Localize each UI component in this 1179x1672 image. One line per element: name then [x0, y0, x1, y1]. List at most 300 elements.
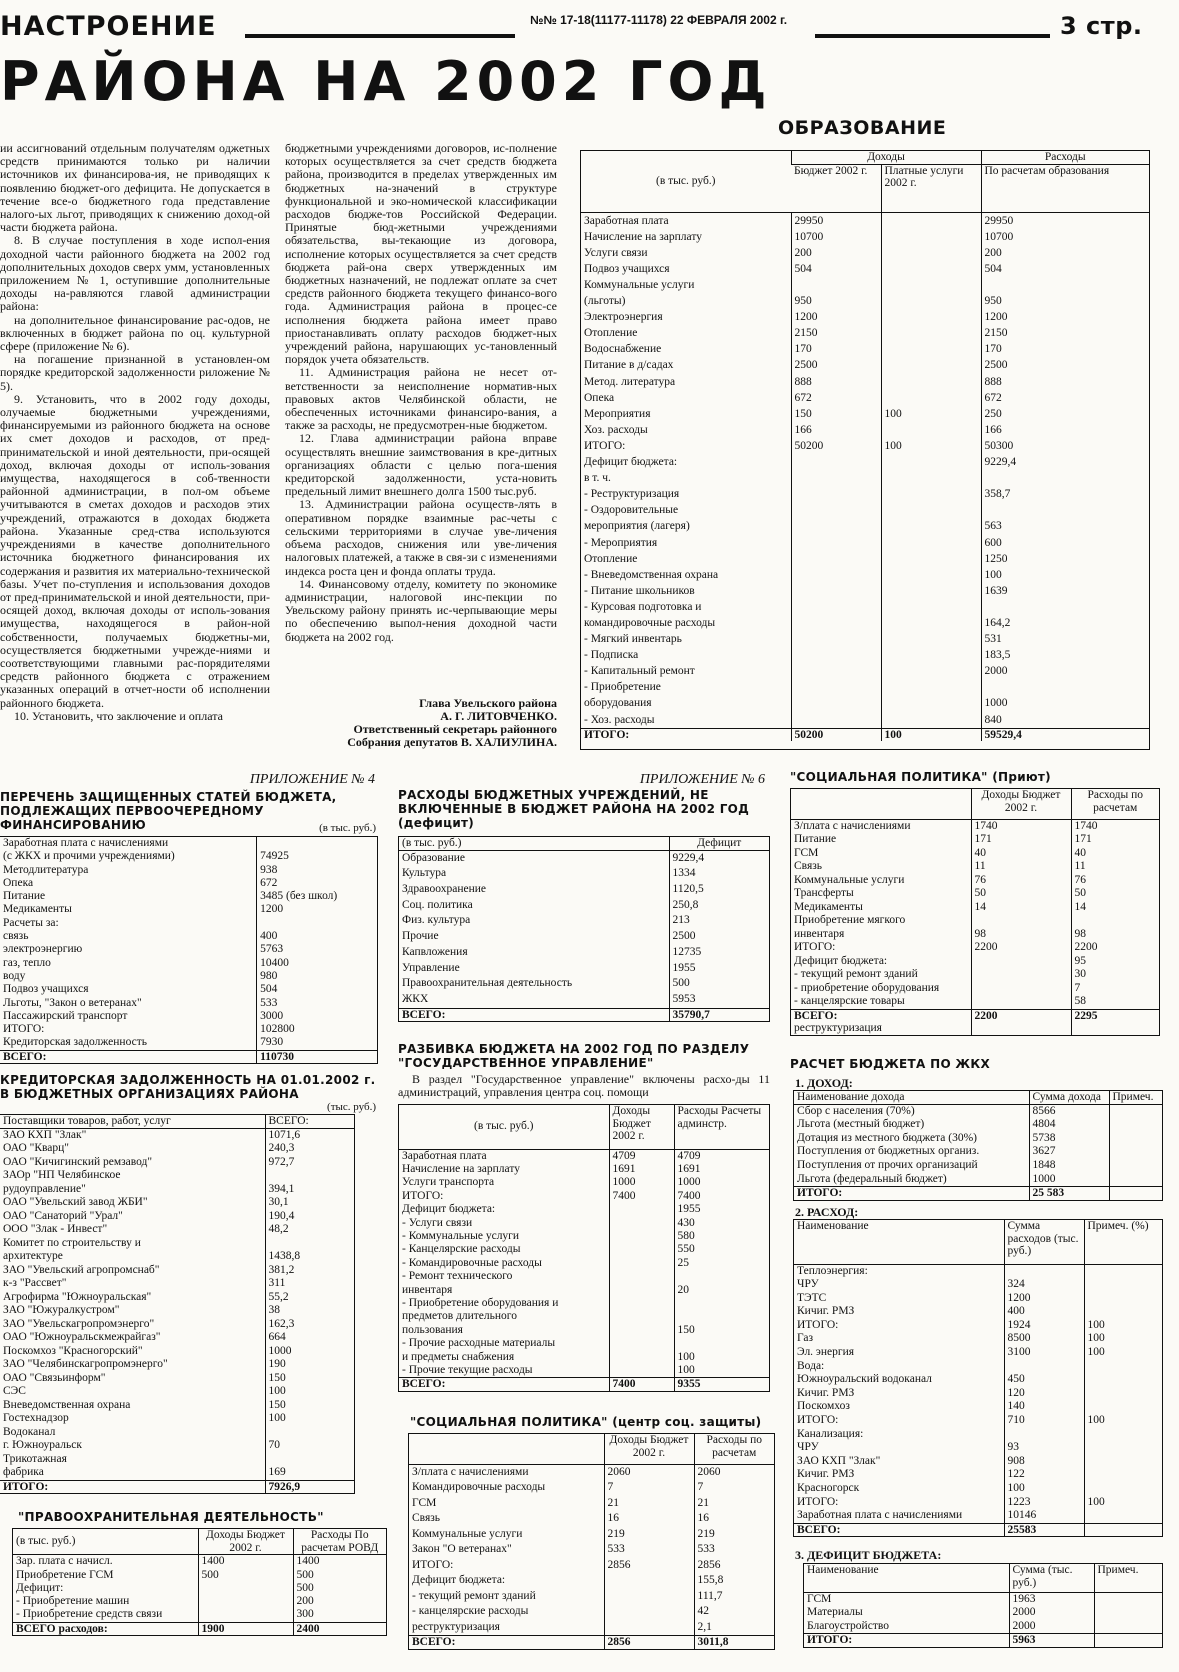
table-row: [0, 1426, 354, 1440]
table-cell: [881, 695, 981, 711]
table-cell: ТЭТС: [797, 1291, 827, 1304]
table-cell: ГСМ: [794, 846, 819, 859]
table-row: [399, 1270, 769, 1283]
table-row: [399, 1324, 769, 1337]
table-cell: Начисление на зарплату: [402, 1162, 520, 1175]
table-cell: [791, 470, 881, 486]
table-row: [0, 1453, 354, 1467]
table-row: [794, 1173, 1162, 1187]
table-cell: [265, 1453, 354, 1467]
table-cell: Услуги транспорта: [402, 1176, 495, 1189]
total-row: [13, 1622, 386, 1635]
table-cell: [1084, 1264, 1162, 1278]
table-cell: 100: [881, 728, 981, 741]
table-row: [0, 1250, 354, 1264]
table-cell: 504: [981, 261, 1149, 277]
table-cell: 29950: [981, 212, 1149, 229]
table-cell: ИТОГО:: [797, 1318, 839, 1331]
table-cell: ВСЕГО:: [0, 1050, 257, 1063]
table-row: [794, 1441, 1162, 1455]
table-cell: 400: [257, 930, 377, 943]
table-cell: 93: [1004, 1441, 1084, 1455]
col-header: Примеч. (%): [1084, 1220, 1162, 1264]
headline: РАЙОНА НА 2002 ГОД: [0, 50, 772, 113]
table-cell: Материалы: [807, 1606, 863, 1618]
table-row: [409, 1496, 774, 1512]
table-cell: Медикаменты: [794, 900, 863, 913]
table-cell: Подвоз учащихся: [584, 262, 670, 275]
table-cell: Образование: [402, 851, 466, 864]
table-cell: Опека: [584, 391, 615, 404]
table-cell: 1963: [1009, 1592, 1094, 1606]
table-cell: 240,3: [265, 1142, 354, 1156]
table-row: [0, 1399, 354, 1413]
table-row: [794, 1319, 1162, 1333]
table-cell: Метод. литература: [584, 375, 676, 388]
table-cell: воду: [3, 969, 26, 982]
table-cell: 9355: [674, 1378, 769, 1391]
table-cell: 169: [265, 1466, 354, 1480]
table-cell: 3100: [1004, 1346, 1084, 1360]
table-cell: - Приобретение средств связи: [16, 1608, 163, 1621]
table-cell: 563: [981, 518, 1149, 534]
table-row: [0, 1439, 354, 1453]
table-cell: 10146: [1004, 1509, 1084, 1523]
table-cell: 250: [981, 406, 1149, 422]
table-cell: Закон "О ветеранах": [412, 1543, 512, 1555]
gkh-expense-table: [793, 1219, 1163, 1537]
table-cell: Здравоохранение: [402, 883, 487, 896]
appendix-label: ПРИЛОЖЕНИЕ № 6: [639, 772, 765, 787]
table-cell: г. Южноуральск: [3, 1439, 82, 1452]
total-row: [791, 1009, 1159, 1022]
table-cell: 2500: [981, 357, 1149, 373]
table-cell: 190: [265, 1358, 354, 1372]
unit-label: (в тыс. руб.): [399, 1105, 609, 1149]
table-cell: [609, 1364, 674, 1378]
table-cell: 5963: [1009, 1634, 1094, 1647]
table-cell: - текущий ремонт зданий: [412, 1589, 536, 1602]
table-cell: ОАО "Кварц": [3, 1142, 69, 1155]
table-row: [0, 877, 377, 890]
header-rule: [245, 34, 515, 38]
table-row: [804, 1606, 1162, 1620]
table-cell: 531: [981, 631, 1149, 647]
table-row: [0, 1318, 354, 1332]
table-cell: ВСЕГО:: [399, 1008, 669, 1021]
table-row: [581, 438, 1149, 454]
gkh-deficit-table: [803, 1563, 1163, 1648]
table-cell: 14: [971, 901, 1071, 915]
table-cell: 48,2: [265, 1223, 354, 1237]
table-cell: Пассажирский транспорт: [3, 1009, 128, 1022]
table-cell: (с ЖКХ и прочими учреждениями): [3, 850, 175, 863]
table-cell: [1109, 1118, 1162, 1132]
table-cell: 2000: [1009, 1606, 1094, 1620]
gkh-title: РАСЧЕТ БЮДЖЕТА ПО ЖКХ: [790, 1057, 991, 1071]
appendix-4-table: [0, 836, 378, 1064]
table-cell: 1955: [674, 1203, 769, 1216]
table-cell: Заработная плата с начислениями: [797, 1509, 963, 1522]
table-cell: ИТОГО:: [797, 1495, 839, 1508]
table-row: [0, 1385, 354, 1399]
table-cell: [609, 1337, 674, 1350]
unit-label: (в тыс. руб.): [399, 837, 669, 850]
education-title: ОБРАЗОВАНИЕ: [778, 117, 947, 139]
table-row: [581, 647, 1149, 663]
table-cell: 5763: [257, 943, 377, 956]
table-cell: [265, 1426, 354, 1440]
table-row: [409, 1511, 774, 1527]
table-cell: [609, 1351, 674, 1364]
table-cell: 4709: [609, 1149, 674, 1163]
table-cell: Кредиторская задолженность: [3, 1036, 147, 1049]
table-cell: ЖКХ: [402, 992, 429, 1005]
table-cell: Комитет по строительству и: [3, 1236, 141, 1249]
table-row: [399, 1203, 769, 1216]
table-cell: ВСЕГО:: [399, 1378, 609, 1391]
appendix-6-table: [398, 836, 770, 1022]
table-cell: 2000: [1009, 1620, 1094, 1634]
table-cell: Дефицит бюджета:: [794, 954, 888, 967]
table-cell: 100: [1084, 1332, 1162, 1346]
creditor-debt-table: [0, 1114, 355, 1494]
table-cell: 164,2: [981, 615, 1149, 631]
table-row: [0, 903, 377, 916]
table-row: [794, 1509, 1162, 1523]
table-cell: [1084, 1428, 1162, 1442]
table-cell: 381,2: [265, 1264, 354, 1278]
table-row: [399, 913, 769, 929]
table-row: [791, 914, 1159, 928]
col-header: Доходы Бюджет 2002 г.: [971, 789, 1071, 819]
table-cell: 7926,9: [265, 1480, 354, 1493]
table-cell: 300: [293, 1608, 386, 1622]
table-cell: [1071, 914, 1159, 928]
table-cell: 1200: [981, 309, 1149, 325]
table-row: [581, 261, 1149, 277]
table-cell: 200: [981, 245, 1149, 261]
table-cell: [609, 1257, 674, 1270]
table-cell: 2200: [1071, 941, 1159, 955]
table-cell: 1400: [198, 1555, 293, 1569]
table-row: [0, 1183, 354, 1197]
header-rule-right: [815, 34, 1050, 38]
col-header: Расходы Расчеты админстр.: [674, 1105, 769, 1149]
table-cell: 2200: [971, 1009, 1071, 1022]
table-cell: [604, 1573, 694, 1589]
table-cell: Водоснабжение: [584, 343, 662, 356]
table-row: [794, 1360, 1162, 1374]
table-cell: 213: [669, 913, 769, 929]
table-row: [581, 679, 1149, 695]
col-header: Поставщики товаров, работ, услуг: [0, 1115, 265, 1128]
table-row: [581, 309, 1149, 325]
table-cell: [1084, 1360, 1162, 1374]
table-row: [0, 1156, 354, 1170]
table-cell: 3011,8: [694, 1636, 774, 1649]
table-cell: [1109, 1104, 1162, 1118]
table-cell: 1000: [1029, 1173, 1109, 1187]
table-cell: [265, 1237, 354, 1251]
table-cell: Трикотажная: [3, 1452, 67, 1465]
table-cell: ЗАО "Увельскагропромэнерго": [3, 1317, 155, 1330]
table-cell: 1200: [791, 309, 881, 325]
table-cell: [1084, 1373, 1162, 1387]
col-header: Сумма дохода: [1029, 1091, 1109, 1104]
table-cell: 219: [604, 1527, 694, 1543]
table-cell: [674, 1270, 769, 1283]
table-cell: 21: [694, 1496, 774, 1512]
table-cell: реструктуризация: [412, 1620, 500, 1633]
table-cell: - канцелярские товары: [794, 995, 905, 1007]
table-cell: 55,2: [265, 1291, 354, 1305]
table-cell: 171: [971, 833, 1071, 847]
table-row: [0, 1304, 354, 1318]
table-row: [794, 1305, 1162, 1319]
table-cell: [609, 1217, 674, 1230]
table-cell: ИТОГО:: [794, 1187, 1029, 1200]
table-cell: фабрика: [3, 1466, 44, 1479]
table-row: [409, 1464, 774, 1480]
table-row: [791, 901, 1159, 915]
total-row: [794, 1523, 1162, 1536]
table-cell: - Мероприятия: [584, 536, 658, 549]
government-table: [398, 1104, 770, 1392]
table-cell: [881, 390, 981, 406]
table-cell: 111,7: [694, 1589, 774, 1605]
table-row: [0, 983, 377, 996]
table-row: [0, 1023, 377, 1036]
table-cell: 155,8: [694, 1573, 774, 1589]
table-cell: [1109, 1145, 1162, 1159]
table-cell: 40: [1071, 847, 1159, 861]
appendix-6-title: РАСХОДЫ БЮДЖЕТНЫХ УЧРЕЖДЕНИЙ, НЕ ВКЛЮЧЕННЫЕ В БЮДЖЕТ РАЙОНА НА 2002 ГОД (дефицит): [398, 788, 750, 830]
table-cell: [609, 1270, 674, 1283]
table-cell: ЧРУ: [797, 1441, 819, 1454]
table-cell: Методлитература: [3, 863, 89, 876]
table-cell: [1084, 1400, 1162, 1414]
table-cell: [791, 567, 881, 583]
table-cell: [791, 535, 881, 551]
table-row: [581, 615, 1149, 631]
table-cell: [881, 357, 981, 373]
col-header: Платные услуги 2002 г.: [881, 164, 981, 212]
table-row: [581, 212, 1149, 229]
table-cell: [198, 1608, 293, 1622]
table-cell: [881, 712, 981, 729]
table-cell: инвентаря: [794, 927, 845, 940]
table-cell: 324: [1004, 1278, 1084, 1292]
table-cell: Зар. плата с начисл.: [16, 1555, 113, 1568]
table-row: [0, 1142, 354, 1156]
table-row: [409, 1480, 774, 1496]
table-cell: [1004, 1428, 1084, 1442]
table-cell: [881, 551, 981, 567]
table-cell: 7: [694, 1480, 774, 1496]
table-cell: электроэнергию: [3, 943, 83, 956]
table-cell: Коммунальные услуги: [794, 873, 905, 886]
table-cell: мероприятия (лагеря): [584, 520, 690, 533]
col-header: Дефицит: [669, 837, 769, 850]
table-cell: Коммунальные услуги: [584, 279, 695, 292]
table-cell: [971, 982, 1071, 996]
table-cell: ОАО "Увельский завод ЖБИ": [3, 1196, 148, 1209]
table-row: [794, 1278, 1162, 1292]
table-row: [409, 1558, 774, 1574]
paragraph: на дополнительное финансирование рас-одов, не включенных в бюджет района по оц. культурной сфере (приложение № 6).: [0, 313, 270, 354]
table-cell: ИТОГО:: [3, 1023, 45, 1036]
table-row: [791, 955, 1159, 969]
table-row: [794, 1332, 1162, 1346]
table-cell: 50200: [791, 438, 881, 454]
table-cell: 76: [971, 874, 1071, 888]
table-cell: 100: [881, 438, 981, 454]
table-cell: [1094, 1592, 1162, 1606]
table-row: [794, 1373, 1162, 1387]
total-row: [409, 1636, 774, 1649]
table-cell: 3485 (без школ): [257, 890, 377, 903]
table-cell: [881, 615, 981, 631]
paragraph: 10. Установить, что заключение и оплата: [14, 709, 223, 723]
table-cell: 25 583: [1029, 1187, 1109, 1200]
table-cell: [791, 502, 881, 518]
col-header: По расчетам образования: [981, 164, 1149, 212]
table-cell: ГСМ: [412, 1496, 437, 1509]
total-row: [0, 1050, 377, 1063]
government-intro: В раздел "Государственное управление" включены расхо-ды 11 администраций, управления центра соц. помощи: [398, 1072, 770, 1099]
table-row: [0, 1331, 354, 1345]
table-row: [399, 1257, 769, 1270]
table-cell: 2150: [791, 325, 881, 341]
table-cell: [1109, 1159, 1162, 1173]
table-cell: - Услуги связи: [402, 1216, 473, 1229]
table-cell: Заработная плата с начислениями: [3, 837, 169, 849]
table-cell: ВСЕГО:: [409, 1636, 604, 1649]
table-cell: 42: [694, 1604, 774, 1620]
col-header: Расходы: [981, 151, 1149, 164]
table-cell: [609, 1324, 674, 1337]
table-row: [794, 1118, 1162, 1132]
table-row: [791, 941, 1159, 955]
table-cell: 550: [674, 1243, 769, 1256]
table-cell: Электроэнергия: [584, 311, 663, 324]
table-cell: 888: [791, 374, 881, 390]
table-cell: ИТОГО:: [402, 1189, 444, 1202]
unit-label: (в тыс. руб.): [319, 822, 376, 834]
col-header: Наименование: [804, 1564, 1009, 1592]
table-cell: Красногорск: [797, 1482, 860, 1494]
table-cell: ИТОГО:: [0, 1480, 265, 1493]
table-row: [399, 1364, 769, 1378]
table-cell: [971, 968, 1071, 982]
table-cell: - Мягкий инвентарь: [584, 633, 682, 646]
table-cell: 11: [971, 860, 1071, 874]
table-row: [0, 1277, 354, 1291]
law-enforcement-table: [12, 1528, 387, 1636]
table-cell: 166: [981, 422, 1149, 438]
table-row: [581, 502, 1149, 518]
table-cell: Культура: [402, 867, 447, 880]
table-cell: [881, 454, 981, 470]
table-cell: - Приобретение машин: [16, 1595, 130, 1608]
table-row: [399, 976, 769, 992]
table-cell: Водоканал: [3, 1425, 56, 1438]
table-cell: Трансферты: [794, 887, 854, 899]
table-row: [581, 695, 1149, 711]
table-cell: [604, 1589, 694, 1605]
table-cell: - Приобретение оборудования и: [402, 1296, 559, 1309]
table-cell: 664: [265, 1331, 354, 1345]
table-cell: 30,1: [265, 1196, 354, 1210]
table-cell: 10700: [981, 229, 1149, 245]
table-cell: 59529,4: [981, 728, 1149, 741]
table-row: [581, 293, 1149, 309]
table-cell: - Реструктуризация: [584, 488, 680, 501]
gkh-expense-label: 2. РАСХОД:: [795, 1205, 859, 1219]
table-cell: Питание в д/садах: [584, 359, 674, 372]
table-cell: 171: [1071, 833, 1159, 847]
table-cell: Дотация из местного бюджета (30%): [797, 1131, 978, 1144]
table-cell: [881, 518, 981, 534]
table-row: [794, 1414, 1162, 1428]
table-cell: Заработная плата: [402, 1149, 487, 1162]
col-header: Сумма расходов (тыс. руб.): [1004, 1220, 1084, 1264]
table-cell: [881, 567, 981, 583]
gkh-income-table: [793, 1090, 1163, 1201]
table-row: [0, 1196, 354, 1210]
table-cell: 500: [293, 1582, 386, 1595]
table-cell: ИТОГО:: [797, 1414, 839, 1427]
table-cell: 20: [674, 1284, 769, 1297]
table-cell: - Приобретение: [584, 681, 661, 694]
table-cell: 100: [1004, 1482, 1084, 1496]
table-row: [0, 1412, 354, 1426]
table-row: [794, 1145, 1162, 1159]
table-cell: Хоз. расходы: [584, 423, 648, 436]
table-row: [794, 1496, 1162, 1510]
col-header: Доходы: [791, 151, 981, 164]
table-cell: Поскомхоз "Красногорский": [3, 1344, 143, 1357]
table-cell: 29950: [791, 212, 881, 229]
table-row: [409, 1527, 774, 1543]
table-cell: Коммунальные услуги: [412, 1527, 523, 1540]
paragraph: 12. Глава администрации района вправе осуществлять внешние заимствования в кре-дитных организациях области с целью пога-шения кредиторской задолженности, уста-новить предельный лимит внешнего долга 1500 тыс.руб.: [285, 432, 557, 499]
table-cell: Связь: [794, 860, 823, 872]
table-cell: [791, 277, 881, 293]
table-cell: 1120,5: [669, 882, 769, 898]
paragraph: бюджетными учреждениями договоров, ис-полнение которых осуществляется за счет средств бюджета района, производится в пределах утвержденных им бюджетных на-значений в структуре функциональной и эко-номической классификации расходов бюдже-тов Российской Федерации. Принятые бюд-жетными учреждениями обязательства, вы-текающие из договора, исполнение которых осуществляется за счет средств бюджета рай-она сверх утвержденных им бюджетных назначений, не подлежат оплате за счет средств районного бюджета текущего финансо-вого года. Администрация района в процес-се исполнения бюджета района имеет право приостанавливать оплату расходов бюджет-ных учреждений района, нарушающих ус-тановленный порядок учета обязательств.: [285, 142, 557, 367]
table-cell: 1400: [293, 1555, 386, 1569]
table-cell: [881, 647, 981, 663]
table-cell: Подвоз учащихся: [3, 983, 89, 996]
table-row: [0, 943, 377, 956]
table-cell: 219: [694, 1527, 774, 1543]
table-cell: 1000: [265, 1345, 354, 1359]
col-header: ВСЕГО:: [265, 1115, 354, 1128]
table-cell: - Коммунальные услуги: [402, 1229, 520, 1242]
table-cell: Командировочные расходы: [412, 1481, 546, 1493]
table-cell: - Прочие расходные материалы: [402, 1337, 556, 1350]
table-cell: 1691: [674, 1163, 769, 1176]
table-cell: [981, 470, 1149, 486]
table-cell: Питание: [3, 890, 46, 903]
table-cell: Кичиг. РМЗ: [797, 1468, 855, 1481]
table-cell: [881, 583, 981, 599]
table-row: [581, 551, 1149, 567]
table-cell: Отопление: [584, 327, 638, 340]
table-row: [794, 1482, 1162, 1496]
